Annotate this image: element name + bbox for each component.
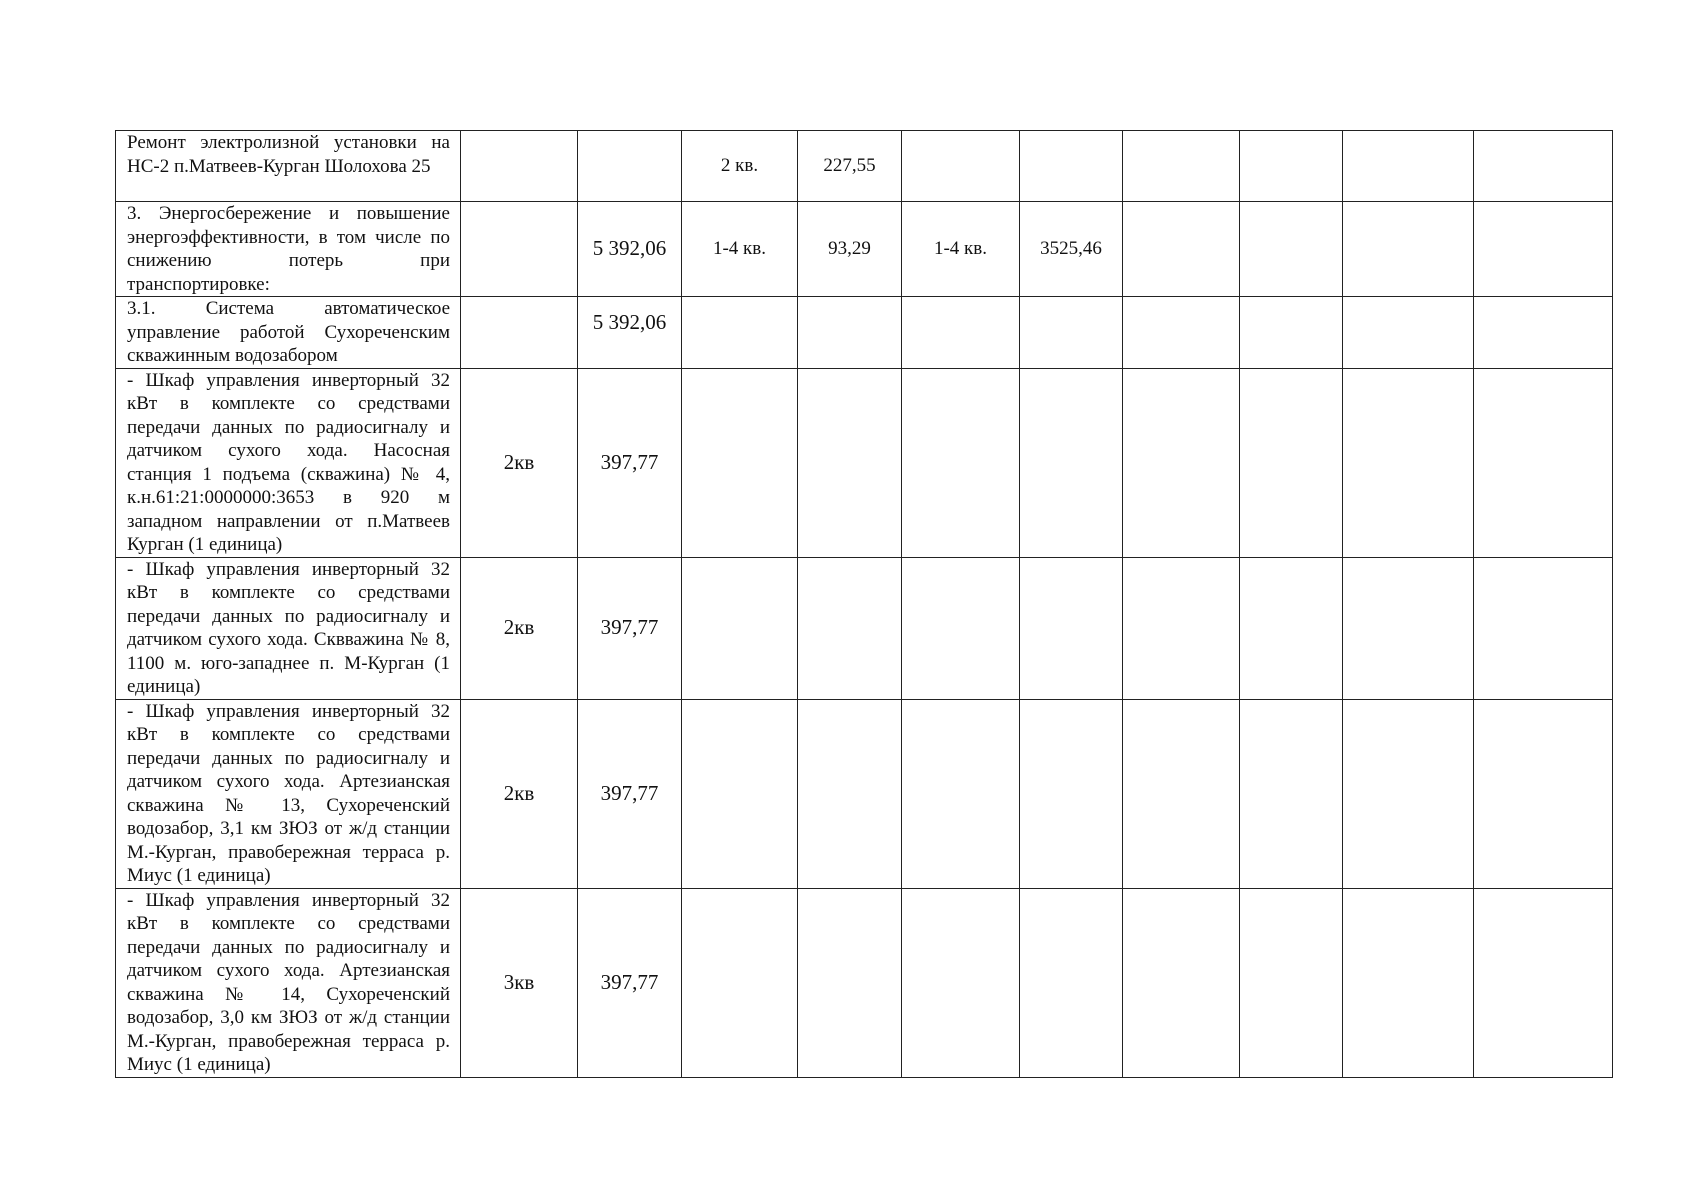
row-name-cell: 3. Энергосбережение и повышение энергоэффективности, в том числе по снижению потерь при транспортировке: xyxy=(116,202,461,297)
value-cell xyxy=(1020,557,1123,699)
value-cell xyxy=(1020,368,1123,557)
period-cell: 2 кв. xyxy=(682,131,798,202)
period-cell xyxy=(682,557,798,699)
empty-cell xyxy=(1240,699,1343,888)
row-name-cell: 3.1. Система автоматическое управление работой Сухореченским скважинным водозабором xyxy=(116,297,461,369)
empty-cell xyxy=(1123,368,1240,557)
value-cell xyxy=(1020,131,1123,202)
table-row xyxy=(116,297,1613,369)
value-cell: 93,29 xyxy=(798,202,902,297)
quarter-cell: 2кв xyxy=(461,699,578,888)
period-cell xyxy=(682,368,798,557)
empty-cell xyxy=(1474,131,1613,202)
table-row xyxy=(116,202,1613,297)
empty-cell xyxy=(1343,131,1474,202)
empty-cell xyxy=(1123,131,1240,202)
value-cell xyxy=(798,888,902,1077)
quarter-cell xyxy=(461,297,578,369)
amount-cell: 397,77 xyxy=(578,557,682,699)
amount-cell: 397,77 xyxy=(578,888,682,1077)
empty-cell xyxy=(1123,699,1240,888)
quarter-cell: 2кв xyxy=(461,368,578,557)
empty-cell xyxy=(1240,202,1343,297)
period-cell xyxy=(902,131,1020,202)
period-cell xyxy=(902,888,1020,1077)
row-name-cell: - Шкаф управления инверторный 32 кВт в комплекте со средствами передачи данных по радиосигналу и датчиком сухого хода. Артезианская скважина № 13, Сухореченский водозабор, 3,1 км ЗЮЗ от ж/д станции М.-Курган, правобережная терраса р. Миус (1 единица) xyxy=(116,699,461,888)
quarter-cell xyxy=(461,131,578,202)
period-cell: 1-4 кв. xyxy=(902,202,1020,297)
amount-cell xyxy=(578,131,682,202)
value-cell xyxy=(798,557,902,699)
row-name-cell: - Шкаф управления инверторный 32 кВт в комплекте со средствами передачи данных по радиосигналу и датчиком сухого хода. Сквважина № 8, 1100 м. юго-западнее п. М-Курган (1 единица) xyxy=(116,557,461,699)
value-cell xyxy=(1020,888,1123,1077)
empty-cell xyxy=(1474,297,1613,369)
quarter-cell: 3кв xyxy=(461,888,578,1077)
empty-cell xyxy=(1123,888,1240,1077)
value-cell: 3525,46 xyxy=(1020,202,1123,297)
row-name-cell: - Шкаф управления инверторный 32 кВт в комплекте со средствами передачи данных по радиосигналу и датчиком сухого хода. Насосная станция 1 подъема (скважина) № 4, к.н.61:21:0000000:3653 в 920 м западном направлении от п.Матвеев Курган (1 единица) xyxy=(116,368,461,557)
empty-cell xyxy=(1240,888,1343,1077)
value-cell xyxy=(798,699,902,888)
value-cell: 227,55 xyxy=(798,131,902,202)
table-row xyxy=(116,699,1613,888)
empty-cell xyxy=(1123,297,1240,369)
period-cell xyxy=(682,699,798,888)
value-cell xyxy=(798,297,902,369)
empty-cell xyxy=(1343,297,1474,369)
period-cell xyxy=(682,888,798,1077)
empty-cell xyxy=(1474,699,1613,888)
empty-cell xyxy=(1474,557,1613,699)
row-name-cell: - Шкаф управления инверторный 32 кВт в комплекте со средствами передачи данных по радиосигналу и датчиком сухого хода. Артезианская скважина № 14, Сухореченский водозабор, 3,0 км ЗЮЗ от ж/д станции М.-Курган, правобережная терраса р. Миус (1 единица) xyxy=(116,888,461,1077)
amount-cell: 5 392,06 xyxy=(578,202,682,297)
period-cell: 1-4 кв. xyxy=(682,202,798,297)
amount-cell: 5 392,06 xyxy=(578,297,682,369)
empty-cell xyxy=(1474,368,1613,557)
empty-cell xyxy=(1240,297,1343,369)
quarter-cell: 2кв xyxy=(461,557,578,699)
empty-cell xyxy=(1343,699,1474,888)
period-cell xyxy=(902,297,1020,369)
empty-cell xyxy=(1240,131,1343,202)
empty-cell xyxy=(1474,202,1613,297)
period-cell xyxy=(902,699,1020,888)
empty-cell xyxy=(1343,557,1474,699)
value-cell xyxy=(798,368,902,557)
table-row xyxy=(116,131,1613,202)
empty-cell xyxy=(1343,202,1474,297)
empty-cell xyxy=(1474,888,1613,1077)
period-cell xyxy=(902,557,1020,699)
empty-cell xyxy=(1240,557,1343,699)
value-cell xyxy=(1020,297,1123,369)
amount-cell: 397,77 xyxy=(578,368,682,557)
investment-program-table xyxy=(115,130,1613,1078)
empty-cell xyxy=(1240,368,1343,557)
empty-cell xyxy=(1343,368,1474,557)
amount-cell: 397,77 xyxy=(578,699,682,888)
period-cell xyxy=(902,368,1020,557)
quarter-cell xyxy=(461,202,578,297)
empty-cell xyxy=(1343,888,1474,1077)
empty-cell xyxy=(1123,202,1240,297)
table-row xyxy=(116,888,1613,1077)
value-cell xyxy=(1020,699,1123,888)
empty-cell xyxy=(1123,557,1240,699)
table-row xyxy=(116,557,1613,699)
table-row xyxy=(116,368,1613,557)
period-cell xyxy=(682,297,798,369)
row-name-cell: Ремонт электролизной установки на НС-2 п.Матвеев-Курган Шолохова 25 xyxy=(116,131,461,202)
